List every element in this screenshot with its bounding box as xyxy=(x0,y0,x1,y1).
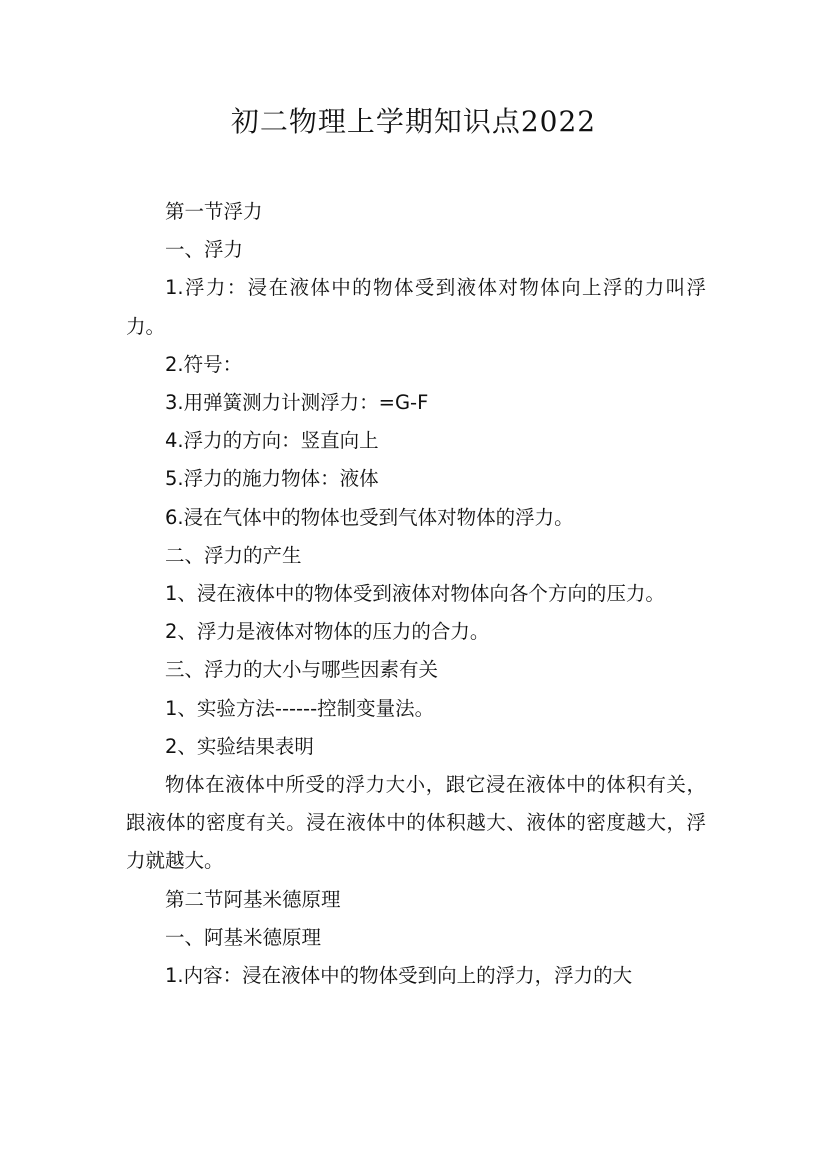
paragraph: 6.浸在气体中的物体也受到气体对物体的浮力。 xyxy=(165,505,574,529)
subsection-heading: 一、阿基米德原理 xyxy=(165,925,322,949)
subsection-heading: 三、浮力的大小与哪些因素有关 xyxy=(165,658,439,682)
subsection-heading: 二、浮力的产生 xyxy=(165,543,302,567)
paragraph: 2、浮力是液体对物体的压力的合力。 xyxy=(165,620,490,644)
section-heading: 第一节浮力 xyxy=(165,200,263,223)
paragraph: 1、浸在液体中的物体受到液体对物体向各个方向的压力。 xyxy=(165,582,665,606)
paragraph: 2、实验结果表明 xyxy=(165,734,314,758)
document-body xyxy=(126,193,706,995)
paragraph: 1.内容：浸在液体中的物体受到向上的浮力，浮力的大 xyxy=(165,964,633,988)
paragraph: 物体在液体中所受的浮力大小，跟它浸在液体中的体积有关，跟液体的密度有关。浸在液体中的体积越大、液体的密度越大，浮力就越大。 xyxy=(126,773,706,873)
subsection-heading: 一、浮力 xyxy=(165,238,244,262)
paragraph: 3.用弹簧测力计测浮力：=G-F xyxy=(165,391,429,415)
paragraph: 2.符号： xyxy=(165,352,243,376)
section-heading: 第二节阿基米德原理 xyxy=(165,887,341,911)
document-title: 初二物理上学期知识点2022 xyxy=(230,105,597,138)
paragraph: 5.浮力的施力物体：液体 xyxy=(165,467,379,491)
paragraph: 4.浮力的方向：竖直向上 xyxy=(165,429,379,453)
paragraph: 1、实验方法------控制变量法。 xyxy=(165,696,435,720)
paragraph: 1.浮力：浸在液体中的物体受到液体对物体向上浮的力叫浮力。 xyxy=(126,276,706,338)
